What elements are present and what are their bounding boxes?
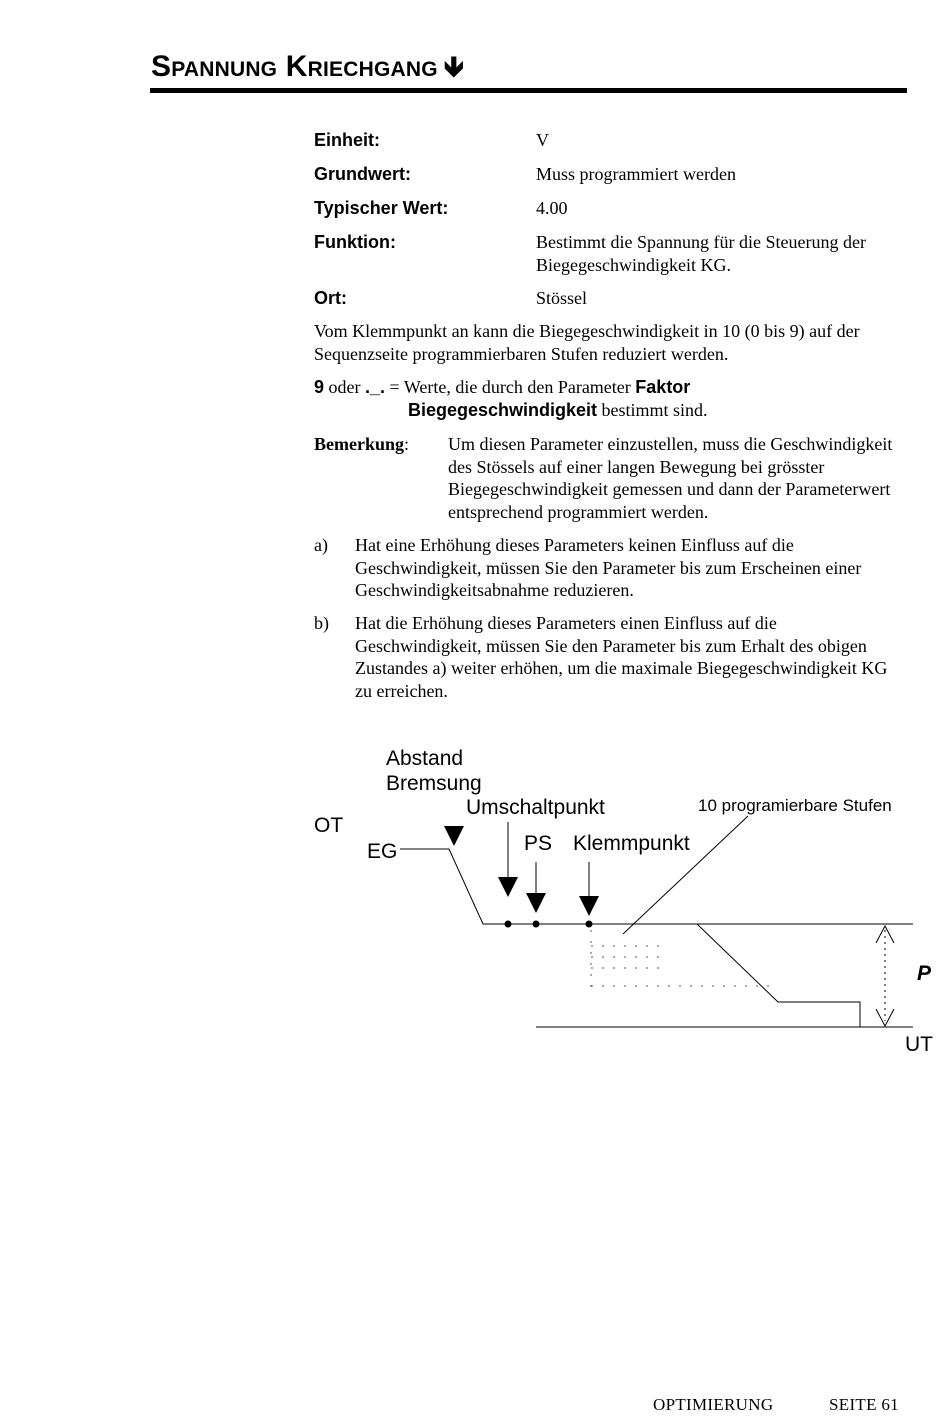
grundwert-label: Grundwert: xyxy=(314,164,411,184)
point-klemmpunkt xyxy=(586,921,593,928)
remark-colon: : xyxy=(404,434,410,454)
stufen-dotted-region xyxy=(591,930,770,990)
item-b-text: Hat die Erhöhung dieses Parameters einen Einfluss auf die Geschwindigkeit, müssen Sie den Parameter bis zum Erhalt des obigen Zustandes a) weiter erhöhen, um die maximale Biegegeschwindigkeit KG zu erreichen. xyxy=(355,613,888,701)
value-dot: ._. xyxy=(365,377,386,397)
ort-label: Ort: xyxy=(314,288,347,308)
item-a-letter: a) xyxy=(314,535,328,555)
values-end: bestimmt sind. xyxy=(597,399,708,420)
arrow-down-icon: 🡻 xyxy=(443,51,465,82)
label-klemmpunkt: Klemmpunkt xyxy=(573,832,690,855)
ort-value: Stössel xyxy=(536,288,588,308)
label-stufen: 10 programierbare Stufen xyxy=(698,796,892,815)
label-ot: OT xyxy=(314,814,344,837)
ram-path-line xyxy=(400,849,913,924)
page-title-text: Spannung Kriechgang xyxy=(151,50,438,83)
param-faktor: Faktor xyxy=(635,377,691,397)
funktion-value: Bestimmt die Spannung für die Steuerung der Biegegeschwindigkeit KG. xyxy=(536,232,866,275)
footer-section: OPTIMIERUNG xyxy=(653,1395,774,1414)
speed-profile-line xyxy=(697,924,860,1027)
remark-label-text: Bemerkung xyxy=(314,434,404,454)
label-bremsung: Bremsung xyxy=(386,772,482,795)
values-oder: oder xyxy=(324,377,365,397)
label-abstand: Abstand xyxy=(386,747,464,770)
item-a-text: Hat eine Erhöhung dieses Parameters keinen Einfluss auf die Geschwindigkeit, müssen Sie den Parameter bis zum Erscheinen einer Geschwindigkeitsabnahme reduzieren. xyxy=(355,535,862,600)
label-p: P xyxy=(917,962,932,985)
label-eg: EG xyxy=(367,840,398,863)
footer-page-number: SEITE 61 xyxy=(829,1395,899,1414)
values-text: = Werte, die durch den Parameter xyxy=(385,377,636,397)
p-arrow-bottom xyxy=(876,1009,894,1026)
einheit-label: Einheit: xyxy=(314,130,380,150)
param-biegegeschwindigkeit: Biegegeschwindigkeit xyxy=(408,399,598,420)
typischer-wert-value: 4.00 xyxy=(536,198,568,218)
arrow-ps-head xyxy=(526,893,546,913)
p-arrow-top xyxy=(876,926,894,943)
arrow-umschaltpunkt-head xyxy=(498,877,518,897)
point-umschaltpunkt xyxy=(505,921,512,928)
label-ut: UT xyxy=(905,1033,933,1056)
arrow-klemmpunkt-head xyxy=(579,896,599,916)
point-ps xyxy=(533,921,540,928)
remark-text: Um diesen Parameter einzustellen, muss die Geschwindigkeit des Stössels auf einer langen Bewegung bei grösster Biegegeschwindigkeit gemessen und dann der Parameterwert entsprechend programmiert werden. xyxy=(448,434,893,522)
grundwert-value: Muss programmiert werden xyxy=(536,164,736,184)
label-ps: PS xyxy=(524,832,553,855)
funktion-label: Funktion: xyxy=(314,232,396,252)
intro-paragraph: Vom Klemmpunkt an kann die Biegegeschwindigkeit in 10 (0 bis 9) auf der Sequenzseite programmierbaren Stufen reduziert werden. xyxy=(314,321,860,364)
typischer-wert-label: Typischer Wert: xyxy=(314,198,449,218)
arrow-bremsung-head xyxy=(444,826,464,846)
einheit-value: V xyxy=(536,130,549,150)
item-b-letter: b) xyxy=(314,613,329,633)
label-umschaltpunkt: Umschaltpunkt xyxy=(466,796,605,819)
value-nine: 9 xyxy=(314,377,325,397)
